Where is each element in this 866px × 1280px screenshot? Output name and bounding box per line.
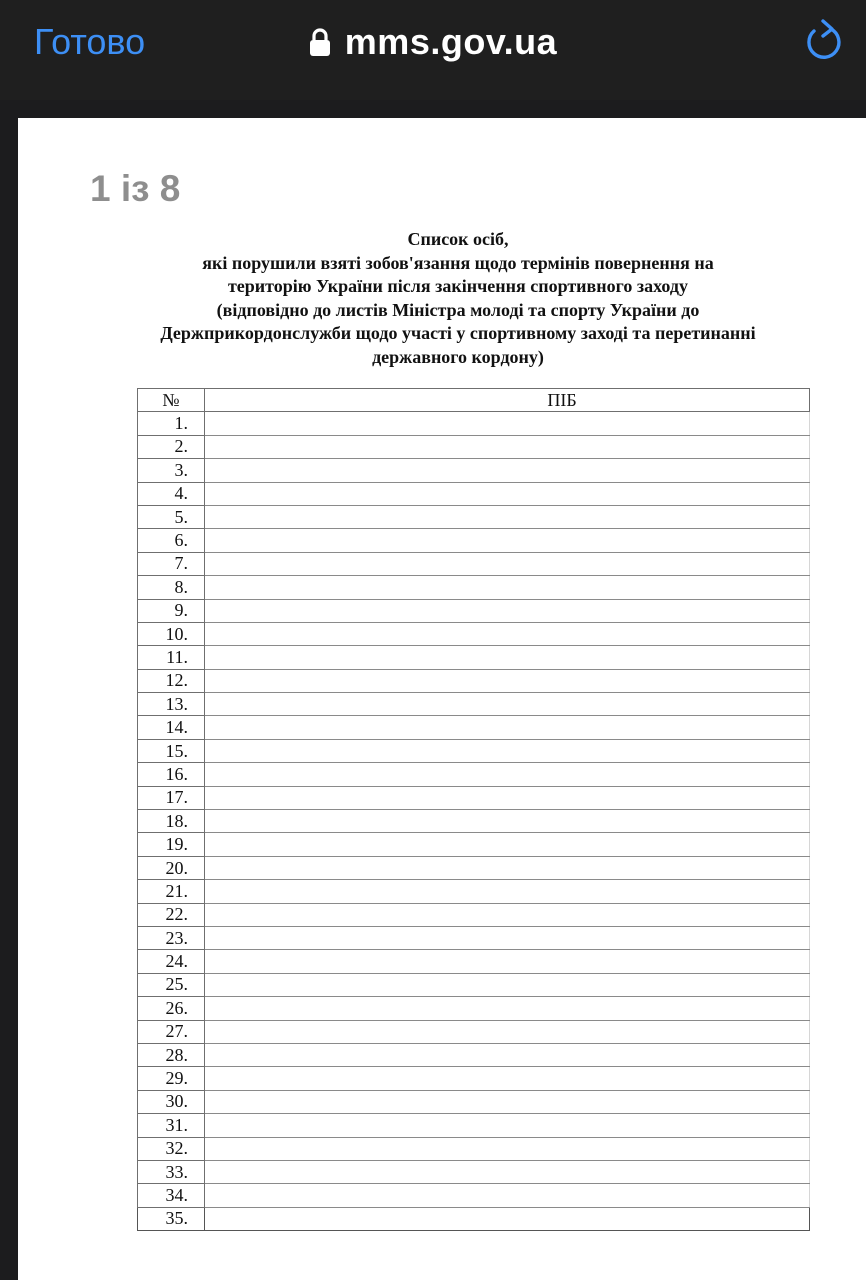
document-viewer[interactable] [0,100,866,1280]
row-number: 4. [138,482,205,505]
table-row [138,505,810,528]
row-number: 19. [138,833,205,856]
table-row [138,833,810,856]
table-row [138,926,810,949]
row-name-redacted [205,880,810,903]
row-name-redacted [205,903,810,926]
row-number: 34. [138,1184,205,1207]
row-number: 3. [138,459,205,482]
lock-icon [309,27,331,57]
row-number: 12. [138,669,205,692]
table-row [138,669,810,692]
row-name-redacted [205,435,810,458]
row-name-redacted [205,763,810,786]
table-row [138,1184,810,1207]
row-number: 15. [138,739,205,762]
row-name-redacted [205,1114,810,1137]
row-name-redacted [205,716,810,739]
page-indicator: 1 із 8 [90,168,181,209]
row-number: 6. [138,529,205,552]
table-row [138,997,810,1020]
header-number: № [138,389,205,412]
row-number: 7. [138,552,205,575]
row-name-redacted [205,1160,810,1183]
row-number: 16. [138,763,205,786]
row-name-redacted [205,1067,810,1090]
row-name-redacted [205,1090,810,1113]
pdf-page [18,118,866,1280]
row-name-redacted [205,1020,810,1043]
title-line: Список осіб, [407,229,509,249]
table-row [138,1160,810,1183]
row-name-redacted [205,599,810,622]
table-row [138,716,810,739]
table-row [138,1114,810,1137]
row-name-redacted [205,646,810,669]
row-number: 29. [138,1067,205,1090]
row-name-redacted [205,856,810,879]
row-number: 31. [138,1114,205,1137]
table-row [138,435,810,458]
row-name-redacted [205,997,810,1020]
row-number: 30. [138,1090,205,1113]
table-row [138,693,810,716]
row-name-redacted [205,482,810,505]
row-number: 21. [138,880,205,903]
title-line: територію України після закінчення спортивного заходу [227,276,689,297]
url-text: mms.gov.ua [344,21,558,62]
title-line: (відповідно до листів Міністра молоді та спорту України до [216,299,700,320]
row-number: 2. [138,435,205,458]
row-name-redacted [205,669,810,692]
row-name-redacted [205,576,810,599]
table-row [138,622,810,645]
table-row [138,1043,810,1066]
row-name-redacted [205,622,810,645]
persons-table [137,388,810,1231]
document-title [118,228,798,370]
row-name-redacted [205,459,810,482]
row-name-redacted [205,833,810,856]
table-row [138,786,810,809]
row-name-redacted [205,529,810,552]
row-number: 23. [138,926,205,949]
row-number: 24. [138,950,205,973]
table-row [138,576,810,599]
row-name-redacted [205,926,810,949]
table-row [138,973,810,996]
table-row [138,529,810,552]
done-button[interactable]: Готово [34,21,146,62]
row-name-redacted [205,1207,810,1230]
row-number: 18. [138,810,205,833]
row-name-redacted [205,1184,810,1207]
table-row [138,903,810,926]
row-number: 35. [138,1207,205,1230]
row-number: 10. [138,622,205,645]
row-number: 33. [138,1160,205,1183]
table-row [138,1067,810,1090]
row-name-redacted [205,810,810,833]
row-number: 25. [138,973,205,996]
table-row [138,599,810,622]
row-name-redacted [205,1043,810,1066]
table-row [138,1090,810,1113]
row-number: 1. [138,412,205,435]
title-line: Держприкордонслужби щодо участі у спортивному заході та перетинанні [160,323,756,344]
table-row [138,739,810,762]
title-line: які порушили взяті зобов'язання щодо термінів повернення на [202,252,714,273]
row-number: 28. [138,1043,205,1066]
table-row [138,1137,810,1160]
row-name-redacted [205,505,810,528]
title-line: державного кордону) [372,346,544,367]
table-row [138,880,810,903]
table-row [138,856,810,879]
table-header-row [138,389,810,412]
row-name-redacted [205,1137,810,1160]
row-name-redacted [205,693,810,716]
row-name-redacted [205,412,810,435]
table-row [138,1020,810,1043]
table-row [138,763,810,786]
browser-toolbar [0,0,866,100]
row-name-redacted [205,739,810,762]
row-number: 9. [138,599,205,622]
row-name-redacted [205,950,810,973]
row-number: 32. [138,1137,205,1160]
row-number: 26. [138,997,205,1020]
row-number: 11. [138,646,205,669]
row-number: 20. [138,856,205,879]
table-row [138,482,810,505]
table-row [138,412,810,435]
row-number: 13. [138,693,205,716]
table-row [138,646,810,669]
row-number: 17. [138,786,205,809]
table-row [138,950,810,973]
table-row [138,552,810,575]
row-name-redacted [205,973,810,996]
row-number: 27. [138,1020,205,1043]
table-row [138,459,810,482]
row-name-redacted [205,786,810,809]
row-number: 14. [138,716,205,739]
table-row [138,1207,810,1230]
address-bar[interactable] [0,14,866,70]
row-name-redacted [205,552,810,575]
row-number: 5. [138,505,205,528]
row-number: 8. [138,576,205,599]
reload-icon[interactable] [803,17,845,65]
table-row [138,810,810,833]
header-name: ПІБ [205,389,810,412]
row-number: 22. [138,903,205,926]
